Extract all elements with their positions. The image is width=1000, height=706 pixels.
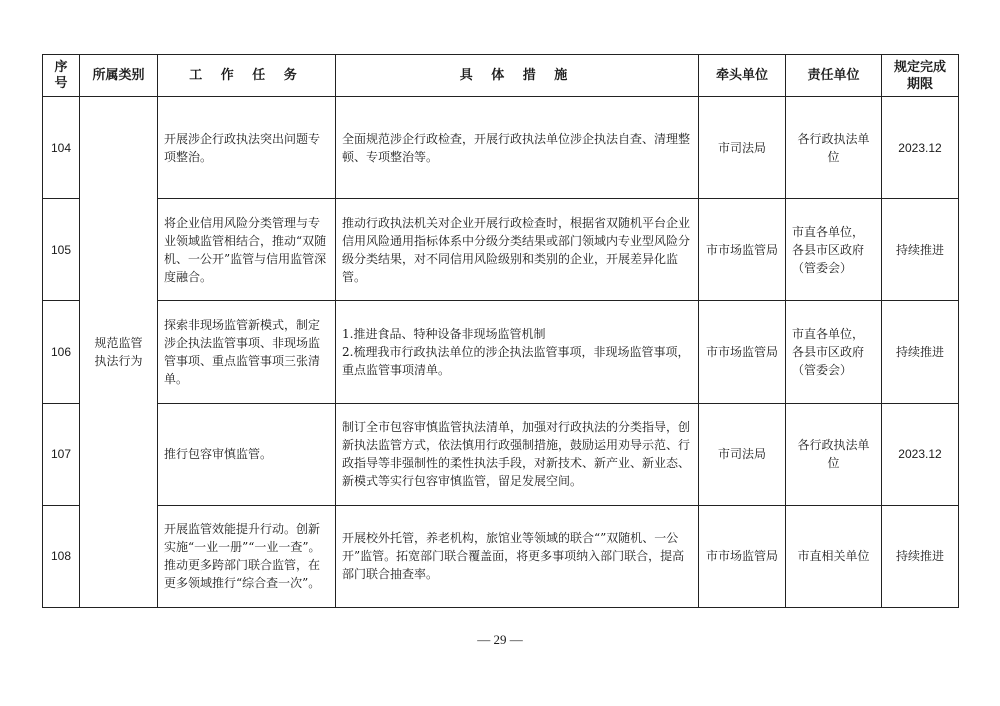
responsible-unit-cell: 各行政执法单位 bbox=[786, 97, 882, 199]
row-number: 108 bbox=[43, 505, 80, 607]
table-row bbox=[43, 199, 959, 301]
task-cell: 将企业信用风险分类管理与专业领域监管相结合，推动“双随机、一公开”监管与信用监管深度融合。 bbox=[158, 199, 336, 301]
task-cell: 开展监管效能提升行动。创新实施“一业一册”“一业一查”。推动更多跨部门联合监管，在更多领域推行“综合查一次”。 bbox=[158, 505, 336, 607]
deadline-cell: 持续推进 bbox=[882, 505, 959, 607]
lead-unit-cell: 市市场监管局 bbox=[699, 505, 786, 607]
header-deadline: 规定完成期限 bbox=[882, 55, 959, 97]
lead-unit-cell: 市司法局 bbox=[699, 403, 786, 505]
header-task: 工 作 任 务 bbox=[158, 55, 336, 97]
measures-cell bbox=[336, 301, 699, 403]
row-number: 107 bbox=[43, 403, 80, 505]
task-cell: 开展涉企行政执法突出问题专项整治。 bbox=[158, 97, 336, 199]
responsible-unit-cell: 各行政执法单位 bbox=[786, 403, 882, 505]
deadline-cell: 2023.12 bbox=[882, 403, 959, 505]
lead-unit-cell: 市市场监管局 bbox=[699, 301, 786, 403]
measures-cell: 制订全市包容审慎监管执法清单，加强对行政执法的分类指导，创新执法监管方式，依法慎用行政强制措施，鼓励运用劝导示范、行政指导等非强制性的柔性执法手段，对新技术、新产业、新业态、新模式等实行包容审慎监管，留足发展空间。 bbox=[336, 403, 699, 505]
task-table bbox=[42, 54, 959, 608]
responsible-unit-cell: 市直各单位，各县市区政府（管委会） bbox=[786, 199, 882, 301]
measures-cell: 开展校外托管，养老机构，旅馆业等领域的联合“”双随机、一公开”监管。拓宽部门联合覆盖面，将更多事项纳入部门联合，提高部门联合抽查率。 bbox=[336, 505, 699, 607]
lead-unit-cell: 市市场监管局 bbox=[699, 199, 786, 301]
measures-line: 2.梳理我市行政执法单位的涉企执法监管事项，非现场监管事项，重点监管事项清单。 bbox=[342, 344, 690, 377]
table-row bbox=[43, 301, 959, 403]
lead-unit-cell: 市司法局 bbox=[699, 97, 786, 199]
table-row bbox=[43, 505, 959, 607]
table-row bbox=[43, 403, 959, 505]
responsible-unit-cell: 市直各单位，各县市区政府（管委会） bbox=[786, 301, 882, 403]
category-cell: 规范监管执法行为 bbox=[80, 97, 158, 608]
row-number: 105 bbox=[43, 199, 80, 301]
header-measures: 具 体 措 施 bbox=[336, 55, 699, 97]
measures-line: 1.推进食品、特种设备非现场监管机制 bbox=[342, 326, 546, 341]
task-cell: 推行包容审慎监管。 bbox=[158, 403, 336, 505]
header-seq: 序号 bbox=[43, 55, 80, 97]
row-number: 104 bbox=[43, 97, 80, 199]
page-number: — 29 — bbox=[477, 632, 523, 647]
header-responsible-unit: 责任单位 bbox=[786, 55, 882, 97]
table-row bbox=[43, 97, 959, 199]
row-number: 106 bbox=[43, 301, 80, 403]
task-cell: 探索非现场监管新模式，制定涉企执法监管事项、非现场监管事项、重点监管事项三张清单。 bbox=[158, 301, 336, 403]
measures-cell: 推动行政执法机关对企业开展行政检查时，根据省双随机平台企业信用风险通用指标体系中分级分类结果或部门领域内专业型风险分级分类结果，对不同信用风险级别和类别的企业，开展差异化监管。 bbox=[336, 199, 699, 301]
header-category: 所属类别 bbox=[80, 55, 158, 97]
deadline-cell: 持续推进 bbox=[882, 301, 959, 403]
table-header-row bbox=[43, 55, 959, 97]
responsible-unit-cell: 市直相关单位 bbox=[786, 505, 882, 607]
header-lead-unit: 牵头单位 bbox=[699, 55, 786, 97]
deadline-cell: 2023.12 bbox=[882, 97, 959, 199]
deadline-cell: 持续推进 bbox=[882, 199, 959, 301]
measures-cell: 全面规范涉企行政检查，开展行政执法单位涉企执法自查、清理整顿、专项整治等。 bbox=[336, 97, 699, 199]
